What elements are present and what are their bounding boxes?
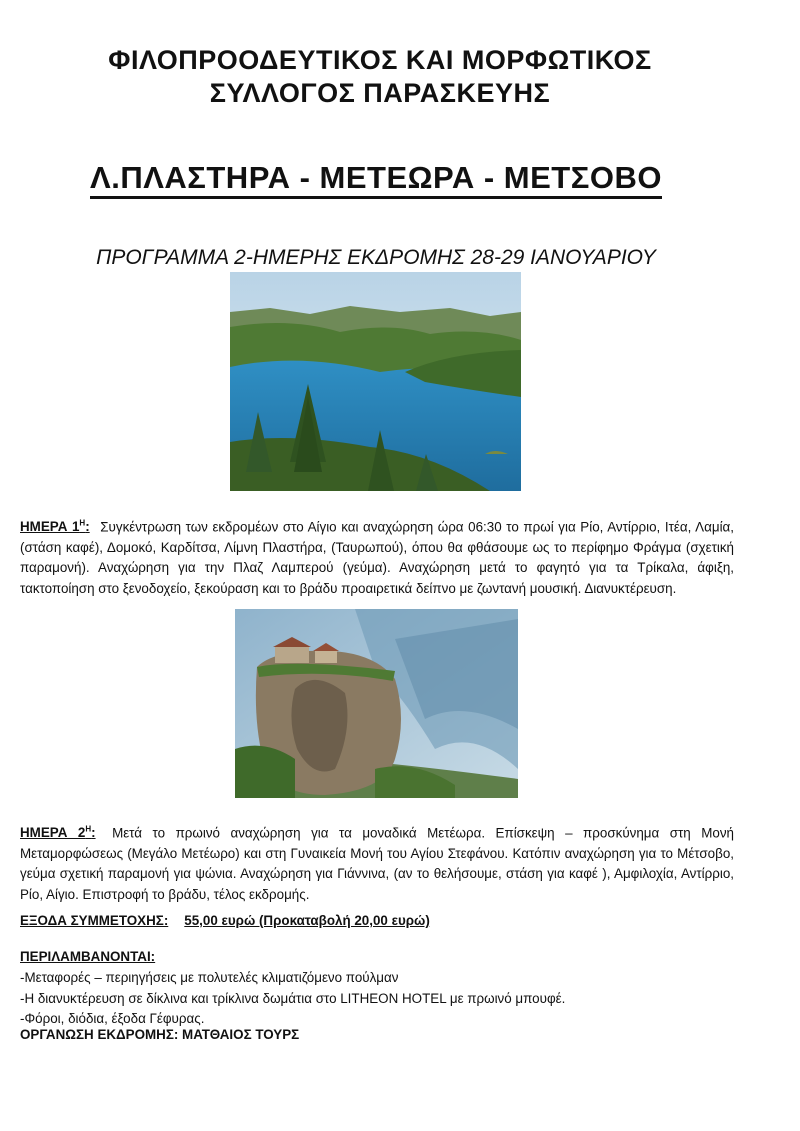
lake-plastira-photo: [230, 272, 521, 491]
day-1-label: ΗΜΕΡΑ $1^H$:: [20, 519, 90, 535]
program-subtitle: ΠΡΟΓΡΑΜΜΑ 2-ΗΜΕΡΗΣ ΕΚΔΡΟΜΗΣ 28-29 ΙΑΝΟΥΑΡΙΟΥ: [96, 246, 656, 269]
participation-cost: [20, 913, 430, 928]
day-2-label: ΗΜΕΡΑ $2^H$:: [20, 825, 96, 841]
day-1-text: Συγκέντρωση των εκδρομέων στο Αίγιο και αναχώρηση ώρα 06:30 το πρωί για Ρίο, Αντίρριο, Ιτέα, Λαμία, (στάση καφέ), Δομοκό, Καρδίτσα, Λίμνη Πλαστήρα, (Ταυρωπού), όπου θα φθάσουμε ως το περίφημο Φράγμα (σχετική παραμονή). Αναχώρηση για την Πλαζ Λαμπερού (γεύμα). Αναχώρηση μετά το φαγητό για τα Τρίκαλα, άφιξη, τακτοποίηση στο ξενοδοχείο, ξεκούραση και το βράδυ προαιρετικά δείπνο με ζωντανή μουσική. Διανυκτέρευση.: [20, 519, 735, 596]
included-list: [20, 968, 740, 1030]
day-2-paragraph: [20, 820, 734, 905]
org-line-2: ΣΥΛΛΟΓΟΣ ΠΑΡΑΣΚΕΥΗΣ: [209, 78, 551, 108]
cost-label: ΕΞΟΔΑ ΣΥΜΜΕΤΟΧΗΣ:: [20, 913, 169, 928]
included-item: -Μεταφορές – περιηγήσεις με πολυτελές κλιματιζόμενο πούλμαν: [20, 970, 399, 985]
route-title: [0, 160, 752, 196]
organization-name: [0, 44, 760, 110]
included-title: ΠΕΡΙΛΑΜΒΑΝΟΝΤΑΙ:: [20, 949, 156, 964]
org-line-1: ΦΙΛΟΠΡΟΟΔΕΥΤΙΚΟΣ ΚΑΙ ΜΟΡΦΩΤΙΚΟΣ: [108, 45, 652, 75]
included-item: -Φόροι, διόδια, έξοδα Γέφυρας.: [20, 1011, 205, 1026]
tour-organizer: ΟΡΓΑΝΩΣΗ ΕΚΔΡΟΜΗΣ: ΜΑΤΘΑΙΟΣ ΤΟΥΡΣ: [20, 1027, 300, 1042]
meteora-monastery-photo: [235, 609, 518, 798]
included-item: -Η διανυκτέρευση σε δίκλινα και τρίκλινα δωμάτια στο LITHEON HOTEL με πρωινό μπουφέ.: [20, 990, 566, 1006]
route-title-text: Λ.ΠΛΑΣΤΗΡΑ - ΜΕΤΕΩΡΑ - ΜΕΤΣΟΒΟ: [90, 160, 662, 199]
day-1-paragraph: [20, 514, 734, 599]
day-2-text: Μετά το πρωινό αναχώρηση για τα μοναδικά Μετέωρα. Επίσκεψη – προσκύνημα στη Μονή Μεταμορφώσεως (Μεγάλο Μετέωρο) και στη Γυναικεία Μονή του Αγίου Στεφάνου. Κατόπιν αναχώρηση για το Μέτσοβο, γεύμα σχετική παραμονή για ψώνια. Αναχώρηση για Γιάννινα, (αν το θελήσουμε, στάση για καφέ ), Αμφιλοχία, Αντίρριο, Ρίο, Αίγιο. Επιστροφή το βράδυ, τέλος εκδρομής.: [20, 825, 734, 902]
cost-value: 55,00 ευρώ (Προκαταβολή 20,00 ευρώ): [184, 913, 430, 928]
